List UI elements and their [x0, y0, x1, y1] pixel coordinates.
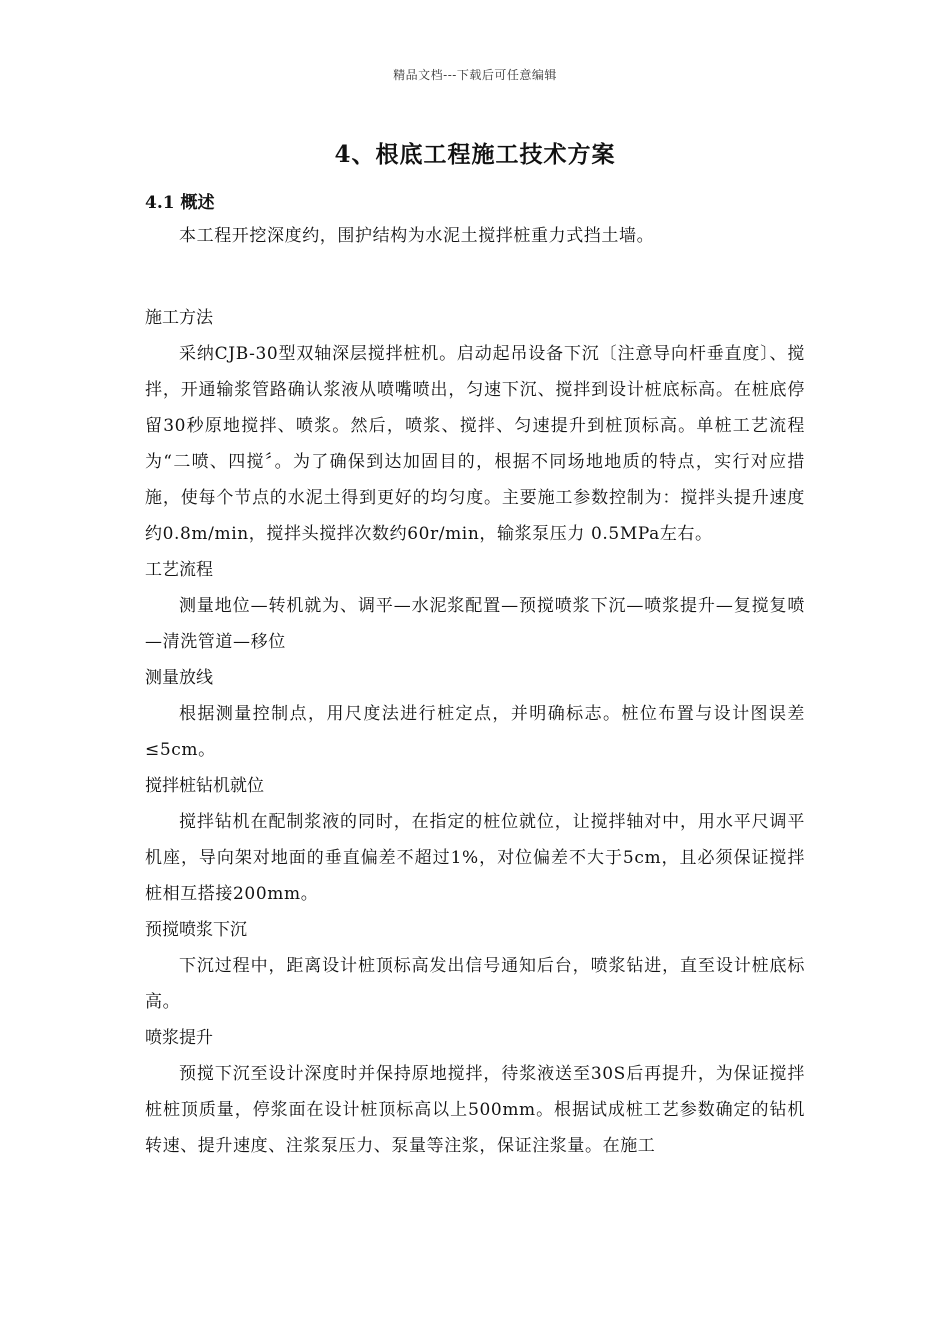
- document-title: 4、根底工程施工技术方案: [334, 141, 616, 168]
- overview-paragraph: 本工程开挖深度约，围护结构为水泥土搅拌桩重力式挡土墙。: [179, 226, 655, 246]
- subsection-heading-grout-lifting: 喷浆提升: [145, 1028, 213, 1048]
- subsection-heading-method: 施工方法: [145, 308, 213, 328]
- blank-spacer: [145, 254, 805, 300]
- subsection-heading-rig-positioning: 搅拌桩钻机就位: [145, 776, 264, 796]
- paragraph-grout-lifting: 预搅下沉至设计深度时并保持原地搅拌，待浆液送至30S后再提升，为保证搅拌桩桩顶质量，停浆面在设计桩顶标高以上500mm。根据试成桩工艺参数确定的钻机转速、提升速度、注浆泵压力、泵量等注浆，保证注浆量。在施工: [145, 1064, 805, 1156]
- subsection-heading-survey: 测量放线: [145, 668, 213, 688]
- paragraph-rig-positioning: 搅拌钻机在配制浆液的同时，在指定的桩位就位，让搅拌轴对中，用水平尺调平机座，导向架对地面的垂直偏差不超过1%，对位偏差不大于5cm，且必须保证搅拌桩相互搭接200mm。: [145, 812, 805, 904]
- paragraph-pre-mix-descent: 下沉过程中，距离设计桩顶标高发出信号通知后台，喷浆钻进，直至设计桩底标高。: [145, 956, 805, 1012]
- subsection-heading-process-flow: 工艺流程: [145, 560, 213, 580]
- paragraph-process-flow: 测量地位—转机就为、调平—水泥浆配置—预搅喷浆下沉—喷浆提升—复搅复喷—清洗管道—移位: [145, 596, 805, 652]
- document-body: [145, 188, 805, 1164]
- section-heading: 4.1 概述: [145, 193, 215, 213]
- header-note: 精品文档---下载后可任意编辑: [393, 68, 557, 82]
- paragraph-method: 采纳CJB-30型双轴深层搅拌桩机。启动起吊设备下沉〔注意导向杆垂直度〕、搅拌，开通输浆管路确认浆液从喷嘴喷出，匀速下沉、搅拌到设计桩底标高。在桩底停留30秒原地搅拌、喷浆。然后，喷浆、搅拌、匀速提升到桩顶标高。单桩工艺流程为“二喷、四搅〞。为了确保到达加固目的，根据不同场地地质的特点，实行对应措施，使每个节点的水泥土得到更好的均匀度。主要施工参数控制为：搅拌头提升速度约0.8m/min，搅拌头搅拌次数约60r/min，输浆泵压力 0.5MPa左右。: [145, 344, 805, 544]
- subsection-heading-pre-mix-descent: 预搅喷浆下沉: [145, 920, 247, 940]
- paragraph-survey: 根据测量控制点，用尺度法进行桩定点，并明确标志。桩位布置与设计图误差≤5cm。: [145, 704, 805, 760]
